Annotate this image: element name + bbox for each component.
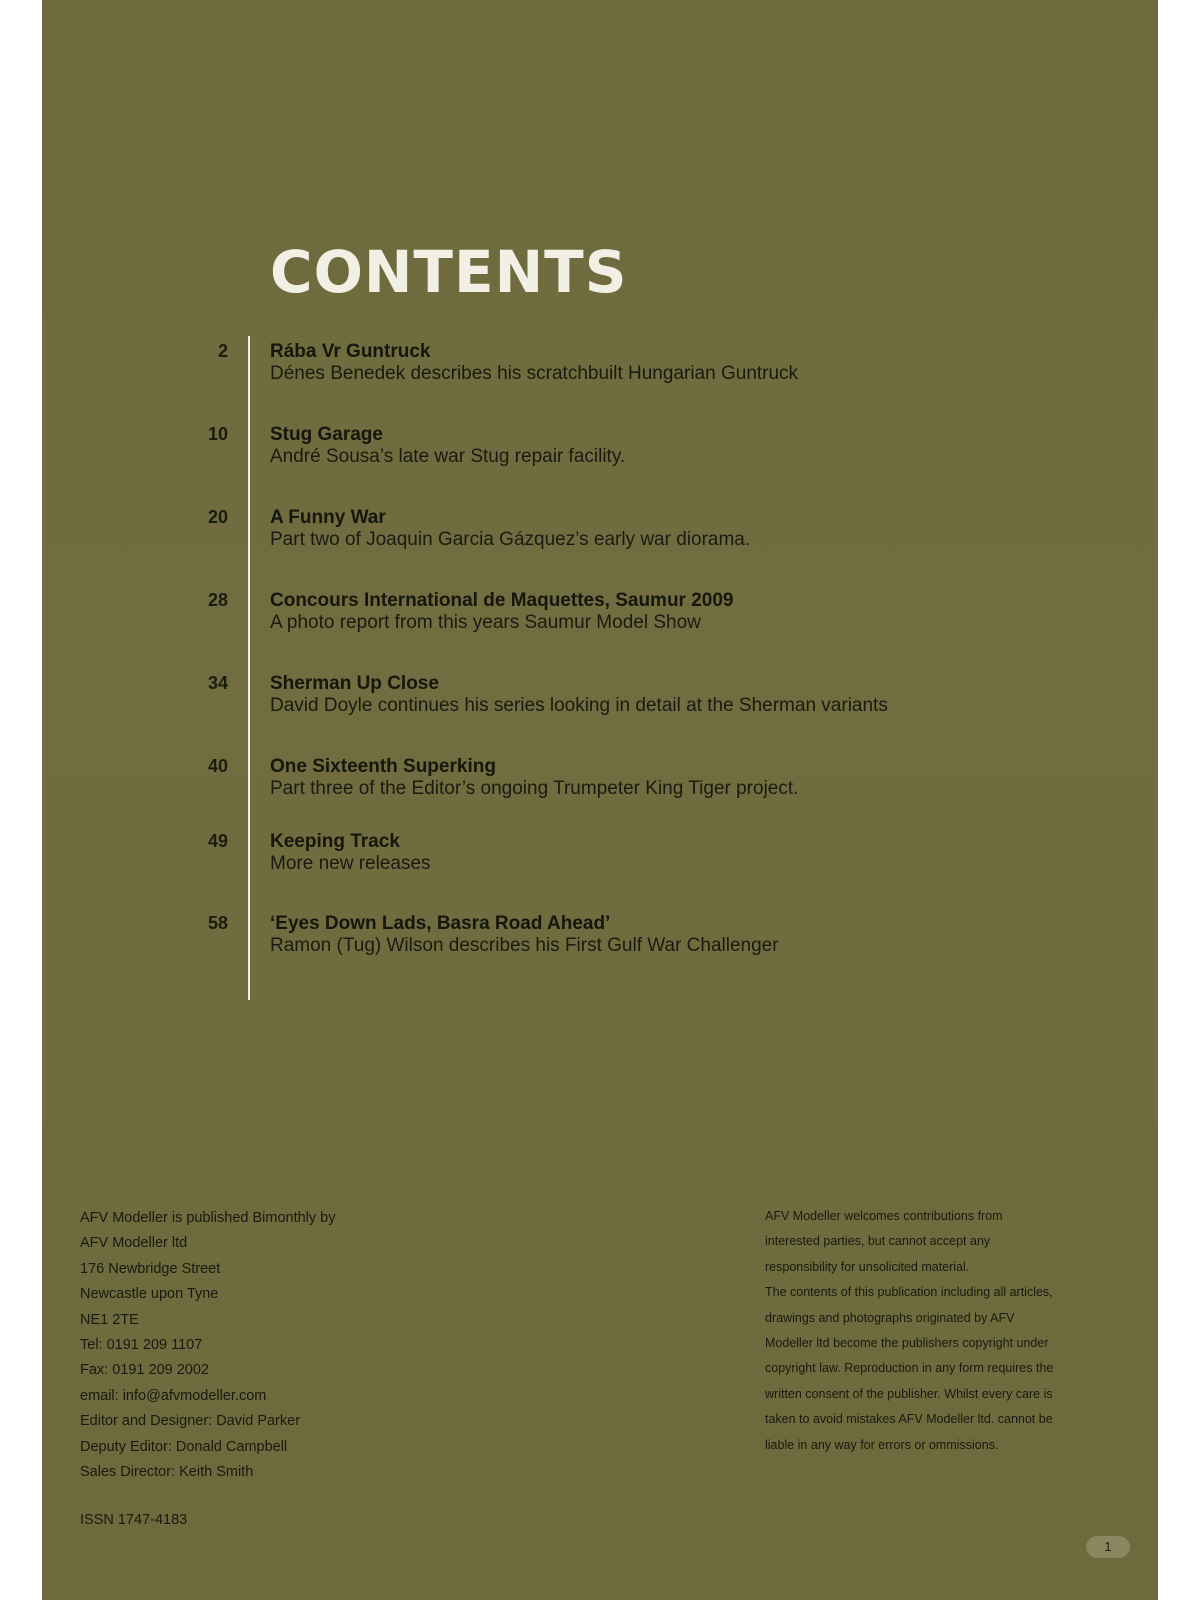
imprint-line: AFV Modeller ltd <box>80 1235 188 1252</box>
toc-entry <box>42 341 1158 391</box>
toc-article-description: Ramon (Tug) Wilson describes his First Gulf War Challenger <box>270 935 779 956</box>
toc-article-description: A photo report from this years Saumur Model Show <box>270 612 701 633</box>
toc-article-description: More new releases <box>270 853 431 874</box>
disclaimer-line: liable in any way for errors or ommissions. <box>765 1437 999 1452</box>
disclaimer-line: The contents of this publication including all articles, <box>765 1285 1053 1300</box>
magazine-page <box>42 0 1158 1600</box>
imprint-line: Sales Director: Keith Smith <box>80 1464 254 1481</box>
toc-article-description: Part three of the Editor’s ongoing Trumpeter King Tiger project. <box>270 778 799 799</box>
disclaimer-line: responsibility for unsolicited material. <box>765 1259 970 1274</box>
toc-article-title: Rába Vr Guntruck <box>270 341 431 362</box>
toc-article-title: A Funny War <box>270 507 386 528</box>
imprint-line: Newcastle upon Tyne <box>80 1286 219 1303</box>
disclaimer-line: written consent of the publisher. Whilst every care is <box>765 1386 1053 1401</box>
toc-article-description: David Doyle continues his series looking in detail at the Sherman variants <box>270 695 888 716</box>
toc-entry <box>42 831 1158 881</box>
imprint-line: email: info@afvmodeller.com <box>80 1387 267 1404</box>
contents-heading: CONTENTS <box>270 238 628 306</box>
toc-article-title: Sherman Up Close <box>270 673 439 694</box>
imprint-line: Fax: 0191 209 2002 <box>80 1362 209 1379</box>
issn-number: ISSN 1747-4183 <box>80 1512 188 1528</box>
toc-page-number: 28 <box>207 590 228 610</box>
toc-entry <box>42 756 1158 806</box>
page-number: 1 <box>1086 1536 1130 1558</box>
toc-entry <box>42 424 1158 474</box>
disclaimer-line: interested parties, but cannot accept any <box>765 1234 991 1249</box>
imprint-line: 176 Newbridge Street <box>80 1260 221 1277</box>
contributions-disclaimer <box>765 1204 1095 1458</box>
toc-article-title: Concours International de Maquettes, Saumur 2009 <box>270 590 734 611</box>
toc-article-description: Part two of Joaquin Garcia Gázquez’s early war diorama. <box>270 529 751 550</box>
toc-page-number: 20 <box>207 507 228 527</box>
disclaimer-line: AFV Modeller welcomes contributions from <box>765 1209 1003 1223</box>
toc-page-number: 40 <box>207 756 228 776</box>
toc-entry <box>42 673 1158 723</box>
toc-page-number: 49 <box>207 831 228 851</box>
publisher-imprint <box>80 1206 335 1485</box>
toc-entry <box>42 913 1158 963</box>
toc-entry <box>42 507 1158 557</box>
toc-article-title: Keeping Track <box>270 831 400 852</box>
disclaimer-line: drawings and photographs originated by AFV <box>765 1310 1015 1325</box>
disclaimer-line: taken to avoid mistakes AFV Modeller ltd. cannot be <box>765 1412 1053 1427</box>
toc-article-title: ‘Eyes Down Lads, Basra Road Ahead’ <box>270 913 611 934</box>
toc-article-description: Dénes Benedek describes his scratchbuilt Hungarian Guntruck <box>270 363 799 384</box>
toc-entry <box>42 590 1158 640</box>
imprint-line: Tel: 0191 209 1107 <box>80 1337 203 1354</box>
imprint-line: AFV Modeller is published Bimonthly by <box>80 1210 336 1226</box>
toc-article-title: One Sixteenth Superking <box>270 756 496 777</box>
toc-article-description: André Sousa’s late war Stug repair facility. <box>270 446 626 467</box>
toc-page-number: 10 <box>207 424 228 444</box>
imprint-line: Editor and Designer: David Parker <box>80 1413 301 1430</box>
toc-page-number: 58 <box>207 913 228 933</box>
toc-page-number: 34 <box>207 673 228 693</box>
toc-page-number: 2 <box>217 341 228 361</box>
imprint-line: Deputy Editor: Donald Campbell <box>80 1438 288 1455</box>
disclaimer-line: copyright law. Reproduction in any form requires the <box>765 1361 1054 1376</box>
imprint-line: NE1 2TE <box>80 1311 139 1328</box>
disclaimer-line: Modeller ltd become the publishers copyright under <box>765 1336 1049 1351</box>
toc-article-title: Stug Garage <box>270 424 383 445</box>
